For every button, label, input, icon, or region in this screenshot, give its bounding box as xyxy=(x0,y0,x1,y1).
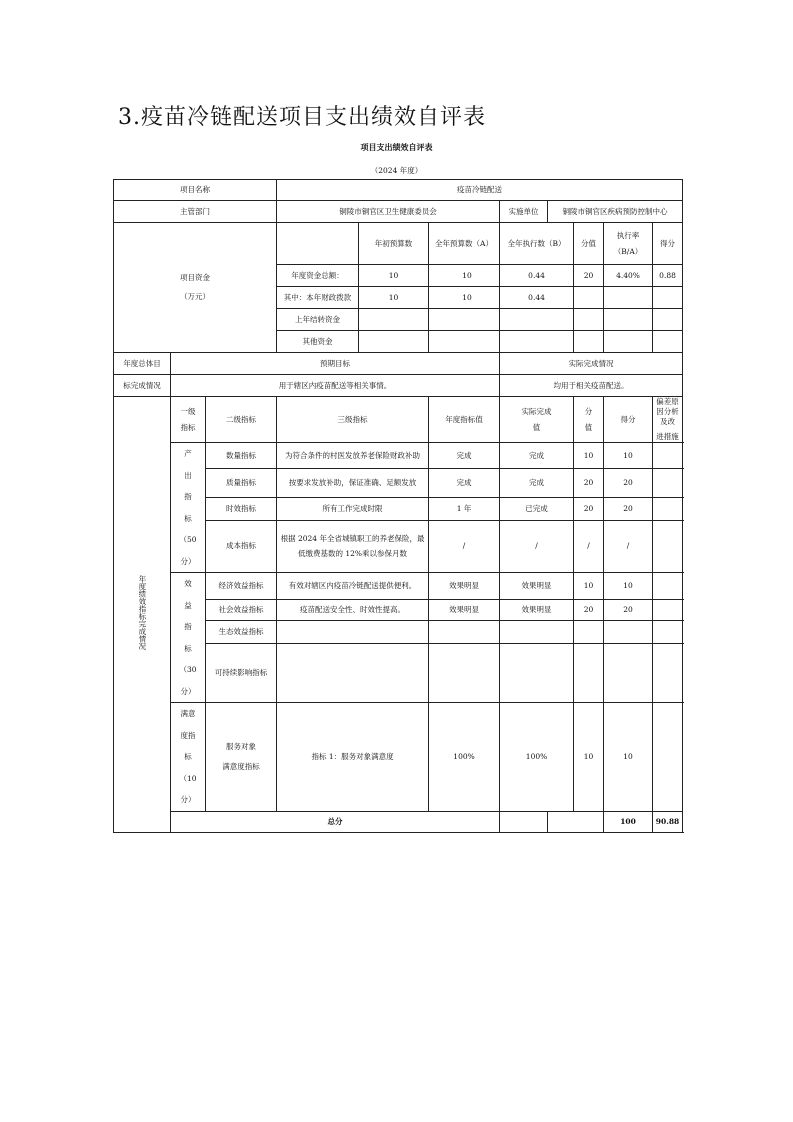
annual-exec-header: 全年执行数（B） xyxy=(500,223,574,265)
output-label-char: 出 xyxy=(184,470,192,480)
funds-row-score: 0.88 xyxy=(653,265,683,287)
level3-cell: 为符合条件的村医发放养老保险财政补助 xyxy=(277,443,429,469)
level3-cell: 根据 2024 年全省城镇职工的养老保险，最低缴费基数的 12%乘以参保月数 xyxy=(277,520,429,572)
exec-rate-sub: （B/A） xyxy=(613,246,643,256)
target-cell xyxy=(429,644,500,703)
funds-row-label: 其中：本年财政拨款 xyxy=(277,287,359,309)
funds-row-initial: 10 xyxy=(359,265,429,287)
goals-content-row xyxy=(114,375,683,397)
level2-cell: 数量指标 xyxy=(206,443,277,469)
deviation-header xyxy=(653,397,683,443)
funds-row-rate xyxy=(604,287,653,309)
level2-header: 二级指标 xyxy=(206,397,277,443)
target-cell xyxy=(429,621,500,644)
actual-header xyxy=(500,397,574,443)
score-cell xyxy=(604,644,653,703)
funds-header-row xyxy=(114,223,683,265)
dept-label: 主管部门 xyxy=(114,201,277,223)
target-cell: 完成 xyxy=(429,469,500,497)
output-label-char: 产 xyxy=(184,449,192,458)
target-cell: 效果明显 xyxy=(429,599,500,621)
funds-row-initial xyxy=(359,309,429,331)
unit-label: 实施单位 xyxy=(500,201,548,223)
deviation-header-b: 进措施 xyxy=(656,432,679,442)
total-row xyxy=(114,811,683,832)
score-header: 得分 xyxy=(604,397,653,443)
score-cell: 20 xyxy=(604,599,653,621)
benefit-label-char: 益 xyxy=(184,600,192,610)
deviation-cell xyxy=(653,599,683,621)
funds-score-header: 得分 xyxy=(653,223,683,265)
actual-header-a: 实际完成 xyxy=(521,406,552,416)
funds-label xyxy=(114,223,277,353)
score-cell: / xyxy=(604,520,653,572)
actual-cell: / xyxy=(500,520,574,572)
funds-label-line2: （万元） xyxy=(180,292,211,301)
level2-cell: 时效指标 xyxy=(206,497,277,520)
deviation-cell xyxy=(653,520,683,572)
funds-row-rate xyxy=(604,331,653,353)
funds-row-exec xyxy=(500,331,574,353)
score-cell: 20 xyxy=(604,497,653,520)
deviation-cell xyxy=(653,703,683,812)
value-cell: 20 xyxy=(574,497,604,520)
funds-row-value xyxy=(574,309,604,331)
actual-goal-text: 均用于相关疫苗配送。 xyxy=(500,375,683,397)
deviation-cell xyxy=(653,644,683,703)
value-cell: / xyxy=(574,520,604,572)
funds-empty-header xyxy=(277,223,359,265)
funds-row-annual: 10 xyxy=(429,287,500,309)
goals-label-line1: 年度总体目 xyxy=(114,353,171,375)
actual-cell xyxy=(500,644,574,703)
score-cell: 20 xyxy=(604,469,653,497)
actual-cell: 效果明显 xyxy=(500,573,574,600)
value-header-b: 值 xyxy=(584,422,593,432)
actual-cell: 效果明显 xyxy=(500,599,574,621)
deviation-cell xyxy=(653,469,683,497)
satisfaction-label-char: （10 xyxy=(179,773,197,783)
deviation-header-a: 偏差原因分析及改 xyxy=(656,397,679,426)
exec-rate-label: 执行率 xyxy=(616,230,640,240)
level1-header-b: 指标 xyxy=(180,422,196,432)
deviation-cell xyxy=(653,497,683,520)
unit-value: 铜陵市铜官区疾病预防控制中心 xyxy=(548,201,683,223)
funds-row-exec: 0.44 xyxy=(500,287,574,309)
funds-row-score xyxy=(653,331,683,353)
output-label-char: 分） xyxy=(180,556,196,566)
actual-header-b: 值 xyxy=(532,422,541,432)
funds-label-line1: 项目资金 xyxy=(180,273,211,283)
output-label-char: 标 xyxy=(184,513,192,523)
value-cell: 10 xyxy=(574,573,604,600)
funds-row-value xyxy=(574,287,604,309)
value-header-a: 分 xyxy=(584,406,593,416)
score-cell: 10 xyxy=(604,443,653,469)
funds-row-annual xyxy=(429,309,500,331)
benefit-label-char: 分） xyxy=(180,686,196,696)
expected-goal-text: 用于辖区内疫苗配送等相关事情。 xyxy=(171,375,500,397)
funds-row-exec: 0.44 xyxy=(500,265,574,287)
initial-budget-header: 年初预算数 xyxy=(359,223,429,265)
table-title: 项目支出绩效自评表 xyxy=(360,142,433,152)
funds-row-annual: 10 xyxy=(429,265,500,287)
benefit-label-char: 效 xyxy=(184,579,192,588)
deviation-cell xyxy=(653,621,683,644)
total-value: 100 xyxy=(604,811,653,832)
target-header: 年度指标值 xyxy=(429,397,500,443)
actual-cell: 100% xyxy=(500,703,574,812)
satisfaction-label-char: 度指 xyxy=(180,730,196,740)
target-cell: / xyxy=(429,520,500,572)
output-indicator-label xyxy=(171,443,206,573)
annual-budget-header: 全年预算数（A） xyxy=(429,223,500,265)
funds-row-label: 上年结转资金 xyxy=(277,309,359,331)
level2-cell: 生态效益指标 xyxy=(206,621,277,644)
deviation-cell xyxy=(653,443,683,469)
project-name-value: 疫苗冷链配送 xyxy=(277,180,683,201)
total-empty-cell xyxy=(548,811,604,832)
level2-cell-a: 服务对象 xyxy=(226,742,257,751)
funds-row-score xyxy=(653,309,683,331)
funds-row-rate xyxy=(604,309,653,331)
benefit-label-char: 标 xyxy=(184,643,192,653)
output-label-char: （50 xyxy=(179,535,197,544)
document-heading: 3.疫苗冷链配送项目支出绩效自评表 xyxy=(118,105,486,130)
satisfaction-label-char: 标 xyxy=(184,752,192,761)
value-cell: 10 xyxy=(574,703,604,812)
funds-row-exec xyxy=(500,309,574,331)
exec-rate-header xyxy=(604,223,653,265)
funds-row-score xyxy=(653,287,683,309)
target-cell: 完成 xyxy=(429,443,500,469)
level2-cell xyxy=(206,703,277,812)
level3-cell: 有效对辖区内疫苗冷链配送提供便利。 xyxy=(277,573,429,600)
level3-cell: 按要求发放补助，保证准确、足额发放 xyxy=(277,469,429,497)
dept-value: 铜陵市铜官区卫生健康委员会 xyxy=(277,201,500,223)
indicator-side-label xyxy=(114,397,171,833)
goals-header-row xyxy=(114,353,683,375)
indicator-header-row xyxy=(114,397,683,443)
target-cell: 效果明显 xyxy=(429,573,500,600)
indicator-row xyxy=(114,573,683,600)
expected-goal-header: 预期目标 xyxy=(171,353,500,375)
satisfaction-label-char: 分） xyxy=(180,795,196,804)
funds-row-rate: 4.40% xyxy=(604,265,653,287)
level3-cell: 疫苗配送安全性、时效性提高。 xyxy=(277,599,429,621)
actual-cell: 完成 xyxy=(500,443,574,469)
level2-cell: 可持续影响指标 xyxy=(206,644,277,703)
score-cell: 10 xyxy=(604,703,653,812)
level2-cell: 社会效益指标 xyxy=(206,599,277,621)
indicator-row xyxy=(114,443,683,469)
actual-goal-header: 实际完成情况 xyxy=(500,353,683,375)
actual-cell: 完成 xyxy=(500,469,574,497)
funds-row-initial: 10 xyxy=(359,287,429,309)
level3-header: 三级指标 xyxy=(277,397,429,443)
benefit-label-char: 指 xyxy=(184,622,192,631)
value-cell: 10 xyxy=(574,443,604,469)
total-empty-cell xyxy=(500,811,548,832)
table-year: （2024 年度） xyxy=(370,166,423,175)
indicator-row xyxy=(114,703,683,812)
actual-cell: 已完成 xyxy=(500,497,574,520)
level2-cell: 成本指标 xyxy=(206,520,277,572)
deviation-cell xyxy=(653,573,683,600)
level3-cell xyxy=(277,621,429,644)
project-name-row xyxy=(114,180,683,201)
output-label-char: 指 xyxy=(184,492,192,501)
score-value-header: 分值 xyxy=(574,223,604,265)
project-name-label: 项目名称 xyxy=(114,180,277,201)
level2-cell: 质量指标 xyxy=(206,469,277,497)
level2-cell: 经济效益指标 xyxy=(206,573,277,600)
funds-row-annual xyxy=(429,331,500,353)
actual-cell xyxy=(500,621,574,644)
department-row xyxy=(114,201,683,223)
value-cell: 20 xyxy=(574,469,604,497)
performance-table xyxy=(113,179,683,833)
value-cell xyxy=(574,621,604,644)
benefit-label-char: （30 xyxy=(179,665,197,674)
target-cell: 1 年 xyxy=(429,497,500,520)
level2-cell-b: 满意度指标 xyxy=(222,761,260,771)
level1-header xyxy=(171,397,206,443)
goals-label-line2: 标完成情况 xyxy=(114,375,171,397)
total-label: 总分 xyxy=(171,811,500,832)
satisfaction-label-char: 满意 xyxy=(180,709,196,718)
indicator-side-text: 年度绩效指标完成情况 xyxy=(137,575,147,651)
level1-header-a: 一级 xyxy=(180,406,196,416)
level3-cell: 指标 1：服务对象满意度 xyxy=(277,703,429,812)
benefit-indicator-label xyxy=(171,573,206,703)
score-cell xyxy=(604,621,653,644)
score-cell: 10 xyxy=(604,573,653,600)
funds-row-value: 20 xyxy=(574,265,604,287)
funds-row-initial xyxy=(359,331,429,353)
value-cell: 20 xyxy=(574,599,604,621)
level3-cell xyxy=(277,644,429,703)
funds-row-label: 年度资金总额： xyxy=(277,265,359,287)
funds-row-label: 其他资金 xyxy=(277,331,359,353)
total-score: 90.88 xyxy=(653,811,683,832)
target-cell: 100% xyxy=(429,703,500,812)
satisfaction-indicator-label xyxy=(171,703,206,812)
level3-cell: 所有工作完成时限 xyxy=(277,497,429,520)
value-header xyxy=(574,397,604,443)
value-cell xyxy=(574,644,604,703)
funds-row-value xyxy=(574,331,604,353)
